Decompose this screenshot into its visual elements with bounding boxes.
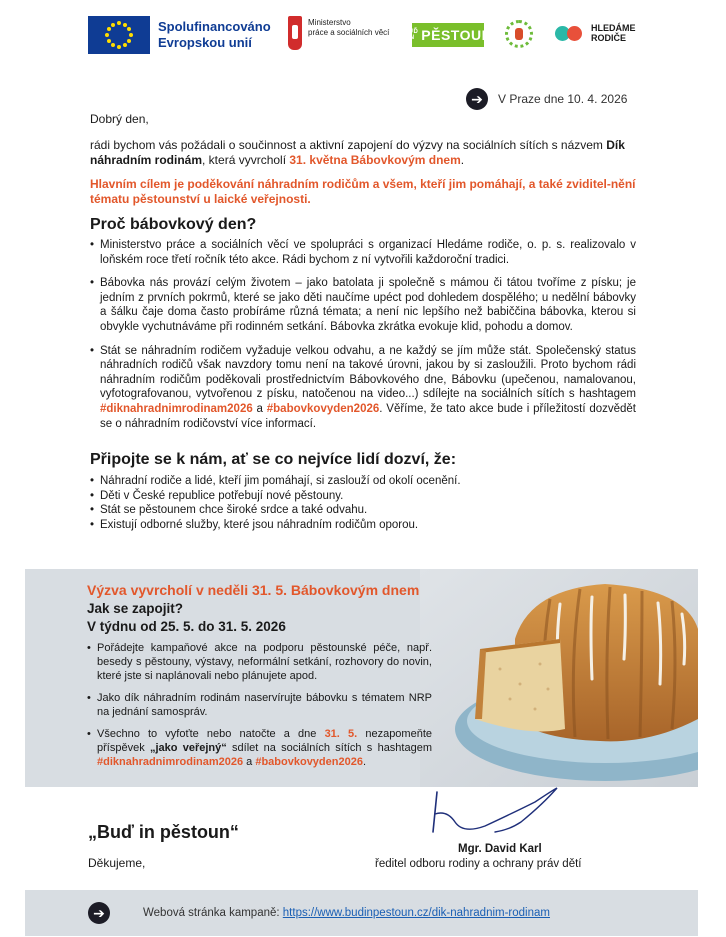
list-item: • Existují odborné služby, které jsou náhradním rodičům oporou. <box>90 518 636 533</box>
eu-flag-icon <box>88 16 150 54</box>
eu-star-icon <box>129 33 133 37</box>
campaign-date: 31. května Bábovkovým dnem <box>289 153 461 167</box>
list-item-text: . <box>362 756 367 768</box>
intro-paragraph <box>90 138 636 168</box>
bud-in-pestoun-logo <box>403 23 493 47</box>
list-item: • Bábovka nás provází celým životem – jako batolata ji společně s mámou či tátou tvoříme z písku; je jedním z prvních pokrmů, které se jako děti naučíme upéct pod dohledem dospělého; u nedělní bábovky a šálku čaje doma často probíráme různá témata; a není nic lepšího než babiččina bábovka, kterou si obvykle vychutnáváme při rodinném setkání. Bábovka zkrátka evokuje klid, pohodu a domov. <box>90 276 636 334</box>
list-item: • Ministerstvo práce a sociálních věcí ve spolupráci s organizací Hledáme rodiče, o. p. s. realizovalo v loňském roce třetí ročník této akce. Rádi bychom z ní vytvořili každoroční tradici. <box>90 238 636 267</box>
hashtag: #babovkovyden2026 <box>255 756 363 768</box>
hledame-rodice-mark-icon <box>555 24 585 42</box>
mpsv-shield-icon <box>288 16 302 50</box>
eu-star-icon <box>111 43 115 47</box>
eu-star-icon <box>127 27 131 31</box>
join-list <box>90 474 636 532</box>
banner-week: V týdnu od 25. 5. do 31. 5. 2026 <box>87 619 286 634</box>
eu-star-icon <box>107 39 111 43</box>
family-emblem-icon <box>505 20 533 48</box>
intro-end: . <box>460 153 465 167</box>
signer-name: Mgr. David Karl <box>458 843 542 855</box>
bip-logo-small: BUĎ IN <box>403 29 419 41</box>
why-list <box>90 238 636 440</box>
call-to-action-banner <box>25 569 698 787</box>
list-item-text: Stát se náhradním rodičem vyžaduje velkou odvahu, a ne každý se jím může stát. Společenský status náhradních rodičů však navzdory tomu není na takové úrovni, jakou by si zasloužili. Proto bychom rádi náhradním rodičům poděkovali prostřednictvím Bábovkového dne, Bábovku (upečenou, namalovanou, vyfotografovanou, vytvořenou z písku, natočenou na video...) sdílejte na sociálních sítích s hashtagem <box>100 344 636 401</box>
list-item <box>87 727 432 769</box>
hr-logo-line2: RODIČE <box>591 33 627 43</box>
eu-star-icon <box>123 23 127 27</box>
list-item: • Stát se pěstounem chce široké srdce a také odvahu. <box>90 503 636 518</box>
eu-star-icon <box>123 43 127 47</box>
banner-title: Výzva vyvrcholí v neděli 31. 5. Bábovkovým dnem <box>87 582 420 598</box>
bundt-cake-image <box>420 569 698 787</box>
eu-star-icon <box>105 33 109 37</box>
signer-role: ředitel odboru rodiny a ochrany práv dětí <box>375 858 582 870</box>
list-item-text: sdílet na sociálních sítích s hashtagem <box>226 742 432 754</box>
list-item <box>90 344 636 432</box>
footer-text <box>143 907 550 919</box>
mpsv-logo <box>288 16 389 50</box>
footer-label: Webová stránka kampaně: <box>143 907 283 919</box>
intro-text: rádi bychom vás požádali o součinnost a aktivní zapojení do výzvy na sociálních sítích s názvem <box>90 138 607 152</box>
hledame-rodice-logo <box>555 23 636 43</box>
thanks-text: Děkujeme, <box>88 856 146 870</box>
arrow-right-icon: ➔ <box>88 902 110 924</box>
eu-star-icon <box>111 23 115 27</box>
list-item-text: Všechno to vyfoťte nebo natočte a dne <box>97 728 325 740</box>
hashtag: #diknahradnimrodinam2026 <box>97 756 244 768</box>
list-item-text: . Věříme, že tato akce bude i příležitostí dozvědět se o náhradním rodičovství více informací. <box>100 402 636 430</box>
eu-logo-line1: Spolufinancováno <box>158 19 271 34</box>
footer-bar <box>25 890 698 936</box>
list-item-text: a <box>252 402 267 415</box>
arrow-right-icon: ➔ <box>466 88 488 110</box>
hashtag: #babovkovyden2026 <box>266 402 380 415</box>
mpsv-logo-line2: práce a sociálních věcí <box>308 28 390 37</box>
list-item: • Náhradní rodiče a lidé, kteří jim pomáhají, si zaslouží od okolí ocenění. <box>90 474 636 489</box>
letter-date: V Praze dne 10. 4. 2026 <box>498 92 628 106</box>
list-item: • Pořádejte kampaňové akce na podporu pěstounské péče, např. besedy s pěstouny, výstavy, neformální setkání, rozhovory do novin, které jste si naplánovali nebo plánujete apod. <box>87 641 432 683</box>
banner-subtitle: Jak se zapojit? <box>87 601 184 616</box>
eu-star-icon <box>107 27 111 31</box>
date-row <box>466 88 627 110</box>
eu-star-icon <box>117 21 121 25</box>
eu-star-icon <box>127 39 131 43</box>
list-item: • Děti v České republice potřebují nové pěstouny. <box>90 489 636 504</box>
highlight-date: 31. 5. <box>324 728 358 740</box>
list-item: • Jako dík náhradním rodinám naservírujte bábovku s tématem NRP na jednání samospráv. <box>87 691 432 719</box>
handwritten-signature <box>425 782 565 842</box>
highlight-quote: „jako veřejný“ <box>149 742 227 754</box>
list-item-text: nezapomeňte příspěvek <box>97 728 433 754</box>
eu-star-icon <box>117 45 121 49</box>
campaign-website-link[interactable]: https://www.budinpestoun.cz/dik-nahradnim-rodinam <box>282 907 550 919</box>
eu-logo <box>88 16 271 54</box>
hashtag: #diknahradnimrodinam2026 <box>100 402 253 415</box>
join-heading: Připojte se k nám, ať se co nejvíce lidí dozví, že: <box>90 451 457 468</box>
why-heading: Proč bábovkový den? <box>90 216 257 233</box>
eu-logo-line2: Evropskou unií <box>158 35 252 50</box>
banner-list <box>87 641 432 777</box>
list-item-text: a <box>243 756 256 768</box>
main-aim: Hlavním cílem je poděkování náhradním rodičům a všem, kteří jim pomáhají, a také zviditel-nění tématu pěstounství u laické veřejnosti. <box>90 177 636 206</box>
campaign-name: Dík náhradním rodinám <box>90 138 625 167</box>
intro-text-2: , která vyvrcholí <box>202 153 290 167</box>
greeting: Dobrý den, <box>90 112 149 126</box>
campaign-motto: „Buď in pěstoun“ <box>88 822 239 842</box>
mpsv-logo-line1: Ministerstvo <box>308 18 351 27</box>
hr-logo-line1: HLEDÁME <box>591 23 636 33</box>
bip-logo-main: PĚSTOUN <box>421 27 493 43</box>
